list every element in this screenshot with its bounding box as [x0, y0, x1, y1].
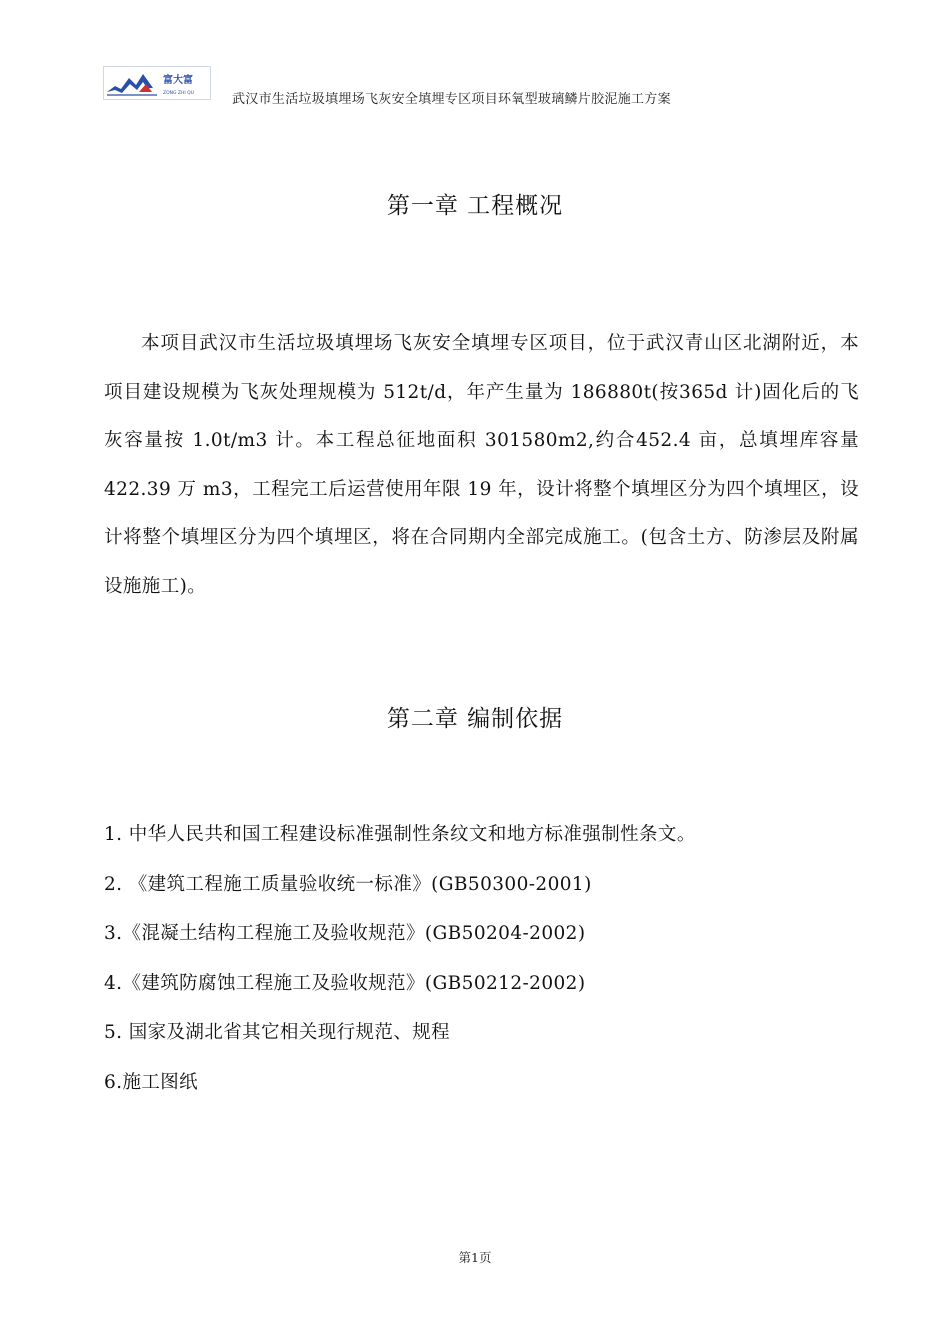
- list-item: 1. 中华人民共和国工程建设标准强制性条纹文和地方标准强制性条文。: [104, 824, 696, 845]
- list-item: 3.《混凝土结构工程施工及验收规范》(GB50204-2002): [104, 923, 586, 944]
- document-header-title: 武汉市生活垃圾填埋场飞灰安全填埋专区项目环氧型玻璃鳞片胶泥施工方案: [232, 92, 671, 107]
- list-item: 4.《建筑防腐蚀工程施工及验收规范》(GB50212-2002): [104, 972, 586, 994]
- list-item: 5. 国家及湖北省其它相关现行规范、规程: [104, 1022, 451, 1043]
- page-number: 第1页: [458, 1250, 492, 1265]
- logo-text: 富大富: [163, 75, 193, 86]
- company-logo: [103, 66, 211, 100]
- project-overview-paragraph: 本项目武汉市生活垃圾填埋场飞灰安全填埋专区项目，位于武汉青山区北湖附近，本项目建设规模为飞灰处理规模为 512t/d，年产生量为 186880t(按365d 计)固化后的飞灰容量按 1.0t/m3 计。本工程总征地面积 301580m2,约合452.4 亩，总填埋库容量 422.39 万 m3，工程完工后运营使用年限 19 年，设计将整个填埋区分为四个填埋区，设计将整个填埋区分为四个填埋区，将在合同期内全部完成施工。(包含土方、防渗层及附属设施施工)。: [104, 333, 859, 597]
- list-item: 2. 《建筑工程施工质量验收统一标准》(GB50300-2001): [104, 873, 592, 895]
- logo-subtext: ZONG ZHI QU: [163, 91, 194, 96]
- compilation-basis-list: [104, 817, 696, 1114]
- chapter-1-title: 第一章 工程概况: [386, 193, 564, 219]
- chapter-2-title: 第二章 编制依据: [386, 706, 564, 732]
- list-item: 6.施工图纸: [104, 1071, 199, 1093]
